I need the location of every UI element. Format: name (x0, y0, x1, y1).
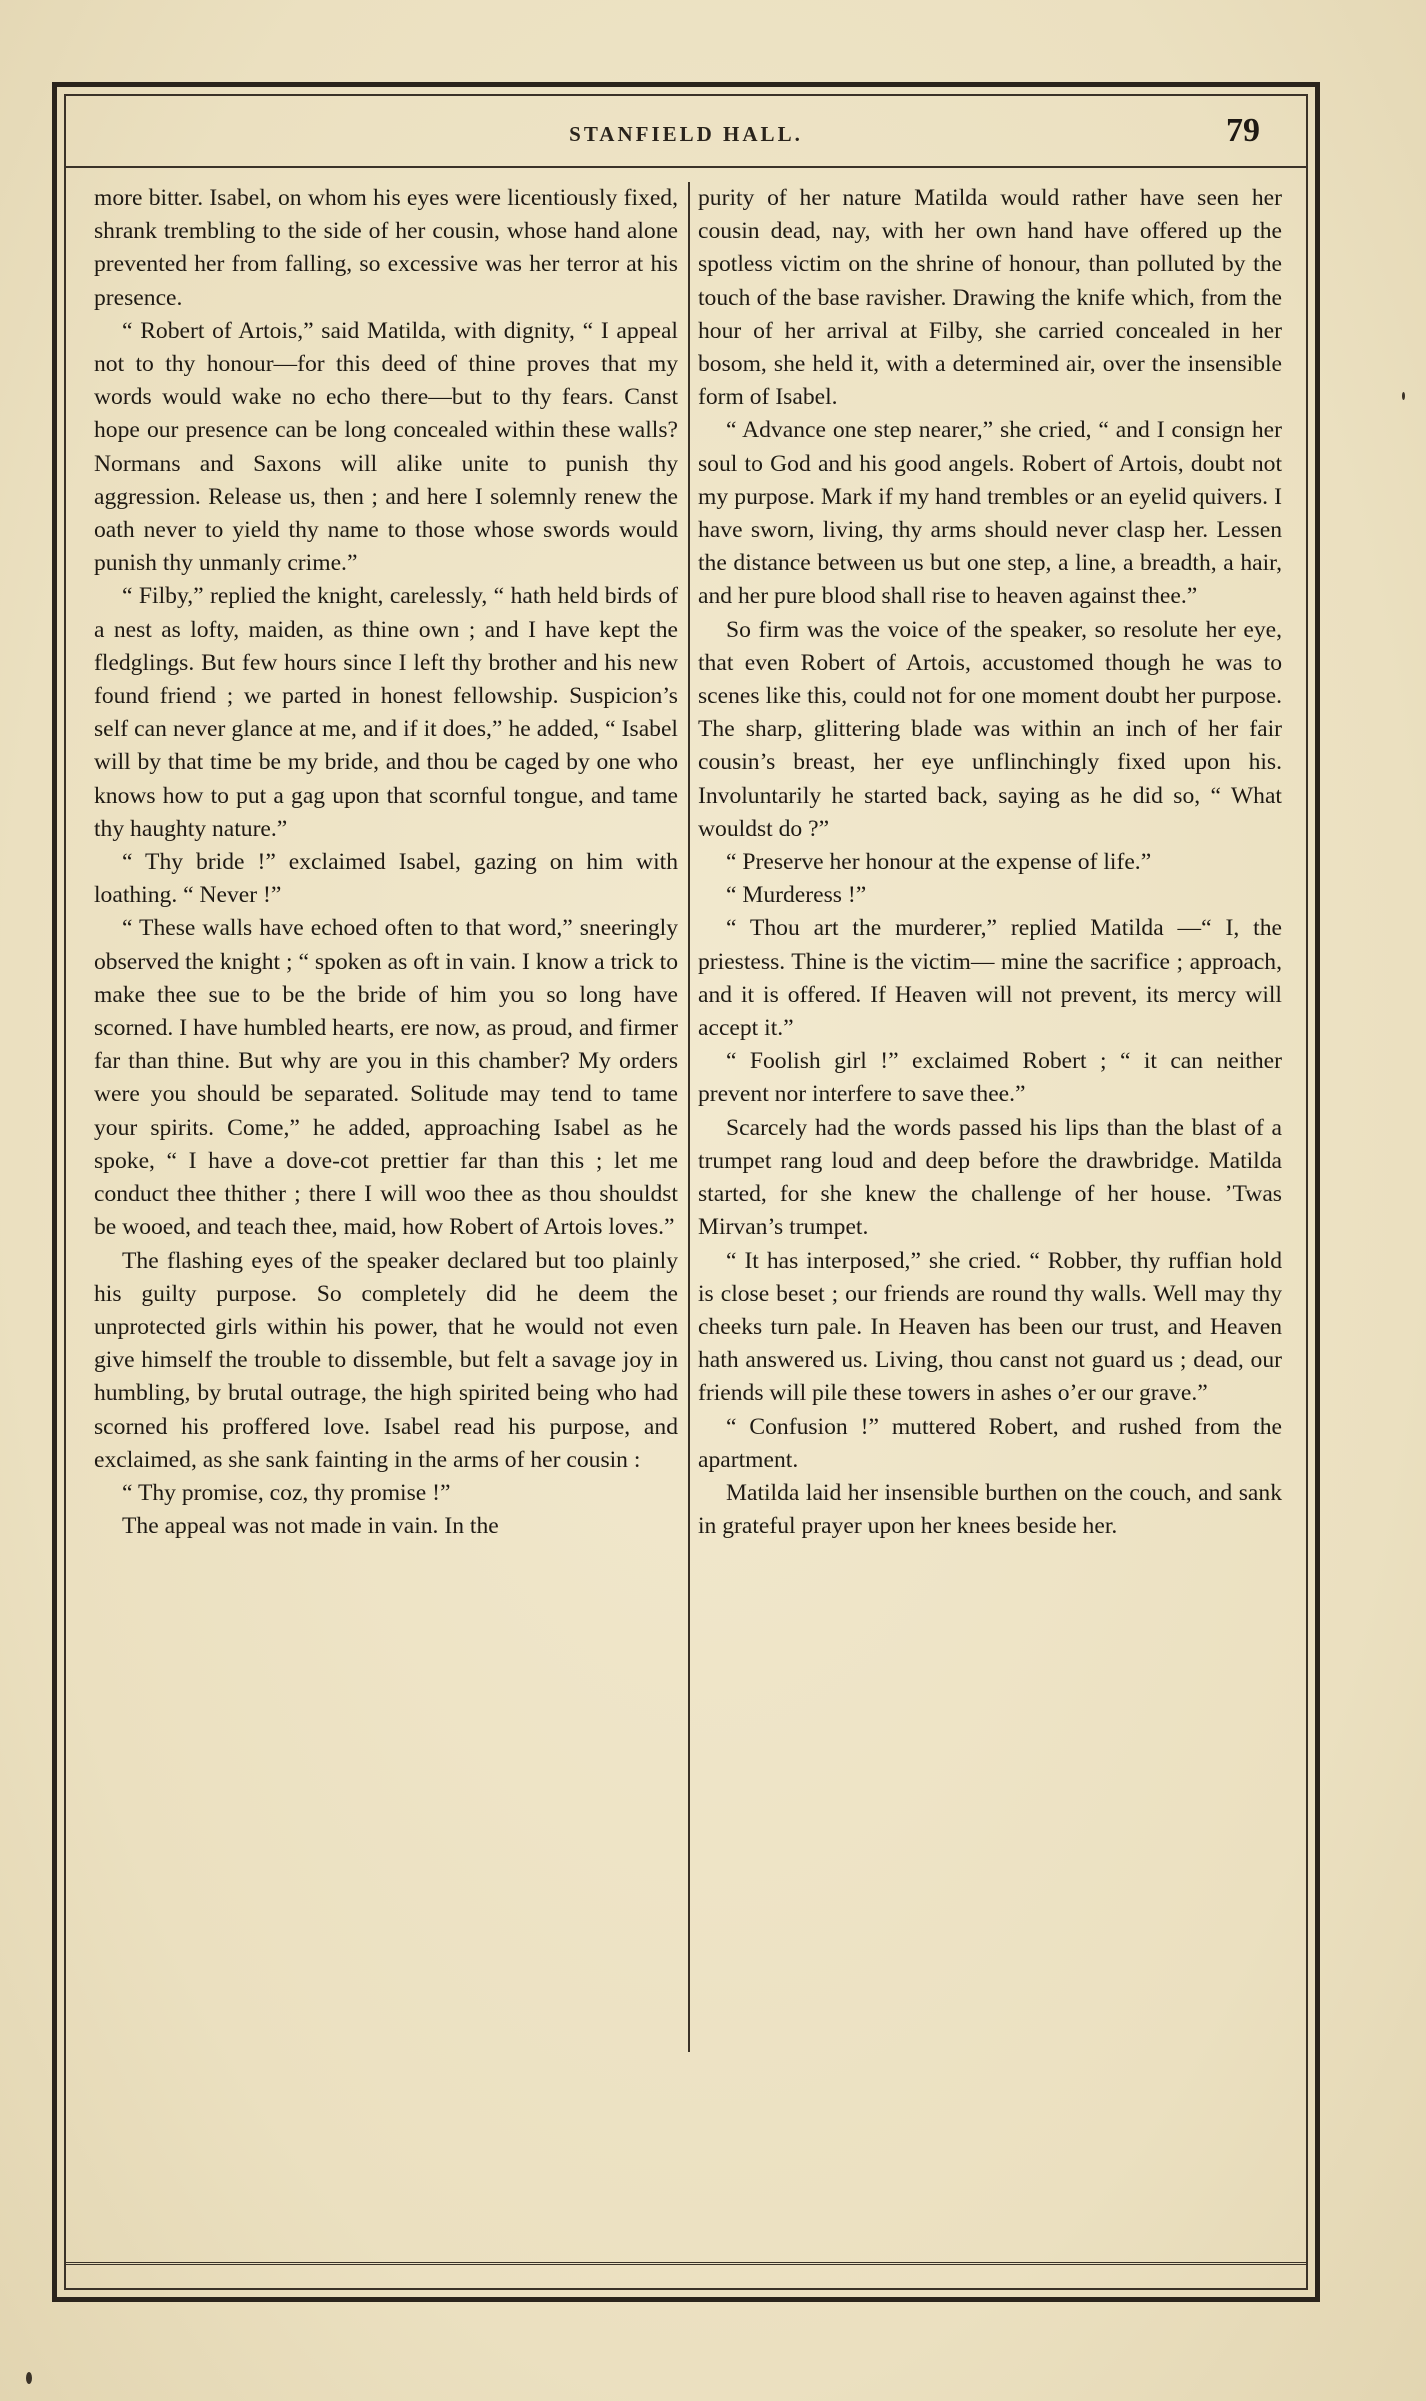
paragraph: “ Thy promise, coz, thy promise !” (122, 1479, 451, 1506)
column-divider (688, 182, 690, 2052)
paragraph: “ Preserve her honour at the expense of life.” (726, 849, 1152, 876)
paragraph: “ Foolish girl !” exclaimed Robert ; “ it can neither prevent nor interfere to save thee.” (698, 1048, 1282, 1108)
paragraph: The flashing eyes of the speaker declared but too plainly his guilty purpose. So completely did he deem the unprotected girls within his power, that he would not even give himself the trouble to dissemble, but felt a savage joy in humbling, by brutal outrage, the high spirited being who had scorned his proffered love. Isabel read his purpose, and exclaimed, as she sank fainting in the arms of her cousin : (94, 1247, 678, 1473)
paragraph: “ Thou art the murderer,” replied Matilda —“ I, the priestess. Thine is the victim— mine the sacrifice ; approach, and it is offered. If Heaven will not prevent, its mercy will accept it.” (698, 915, 1282, 1042)
running-head (64, 112, 1308, 158)
paragraph: “ Thy bride !” exclaimed Isabel, gazing on him with loathing. “ Never !” (94, 849, 678, 909)
paragraph: “ Murderess !” (726, 882, 867, 909)
paragraph: more bitter. Isabel, on whom his eyes were licentiously fixed, shrank trembling to the side of her cousin, whose hand alone prevented her from falling, so excessive was her terror at his presence. (94, 185, 678, 311)
page-number: 79 (1226, 112, 1260, 149)
paragraph: “ It has interposed,” she cried. “ Robber, thy ruffian hold is close beset ; our friends are round thy walls. Well may thy cheeks turn pale. In Heaven has been our trust, and Heaven hath answered us. Living, thou canst not guard us ; dead, our friends will pile these towers in ashes o’er our grave.” (698, 1247, 1282, 1407)
right-column (698, 182, 1282, 1543)
paragraph: purity of her nature Matilda would rather have seen her cousin dead, nay, with her own hand have offered up the spotless victim on the shrine of honour, than polluted by the touch of the base ravisher. Drawing the knife which, from the hour of her arrival at Filby, she carried concealed in her bosom, she held it, with a determined air, over the insensible form of Isabel. (698, 185, 1282, 411)
paragraph: Scarcely had the words passed his lips than the blast of a trumpet rang loud and deep before the drawbridge. Matilda started, for she knew the challenge of her house. ’Twas Mirvan’s trumpet. (698, 1114, 1282, 1241)
paragraph: So firm was the voice of the speaker, so resolute her eye, that even Robert of Artois, accustomed though he was to scenes like this, could not for one moment doubt her purpose. The sharp, glittering blade was within an inch of her fair cousin’s breast, her eye unflinchingly fixed upon his. Involuntarily he started back, saying as he did so, “ What wouldst do ?” (698, 616, 1282, 842)
paragraph: “ Filby,” replied the knight, carelessly, “ hath held birds of a nest as lofty, maiden, as thine own ; and I have kept the fledglings. But few hours since I left thy brother and his new found friend ; we parted in honest fellowship. Suspicion’s self can never glance at me, and if it does,” he added, “ Isabel will by that time be my bride, and thou be caged by one who knows how to put a gag upon that scornful tongue, and tame thy haughty nature.” (94, 583, 678, 842)
paragraph: “ Advance one step nearer,” she cried, “ and I consign her soul to God and his good angels. Robert of Artois, doubt not my purpose. Mark if my hand trembles or an eyelid quivers. I have sworn, living, thy arms should never clasp her. Lessen the distance between us but one step, a line, a breadth, a hair, and her pure blood shall rise to heaven against thee.” (698, 417, 1282, 610)
paragraph: Matilda laid her insensible burthen on the couch, and sank in grateful prayer upon her knees beside her. (698, 1479, 1282, 1540)
ink-speck (26, 2372, 32, 2384)
paragraph: “ Robert of Artois,” said Matilda, with dignity, “ I appeal not to thy honour—for this deed of thine proves that my words would wake no echo there—but to thy fears. Canst hope our presence can be long concealed within these walls? Normans and Saxons will alike unite to punish thy aggression. Release us, then ; and here I solemnly renew the oath never to yield thy name to those whose swords would punish thy unmanly crime.” (94, 317, 678, 577)
paragraph: “ Confusion !” muttered Robert, and rushed from the apartment. (698, 1413, 1282, 1473)
running-title: STANFIELD HALL. (569, 122, 803, 146)
left-column (94, 182, 678, 1543)
ink-speck (1402, 392, 1405, 400)
paragraph: The appeal was not made in vain. In the (122, 1513, 499, 1540)
paragraph: “ These walls have echoed often to that word,” sneeringly observed the knight ; “ spoken as oft in vain. I know a trick to make thee sue to be the bride of him you so long have scorned. I have humbled hearts, ere now, as proud, and firmer far than thine. But why are you in this chamber? My orders were you should be separated. Solitude may tend to tame your spirits. Come,” he added, approaching Isabel as he spoke, “ I have a dove-cot prettier far than this ; let me conduct thee thither ; there I will woo thee as thou shouldst be wooed, and teach thee, maid, how Robert of Artois loves.” (94, 915, 678, 1241)
bottom-rule (64, 2262, 1308, 2265)
header-rule (64, 166, 1308, 168)
